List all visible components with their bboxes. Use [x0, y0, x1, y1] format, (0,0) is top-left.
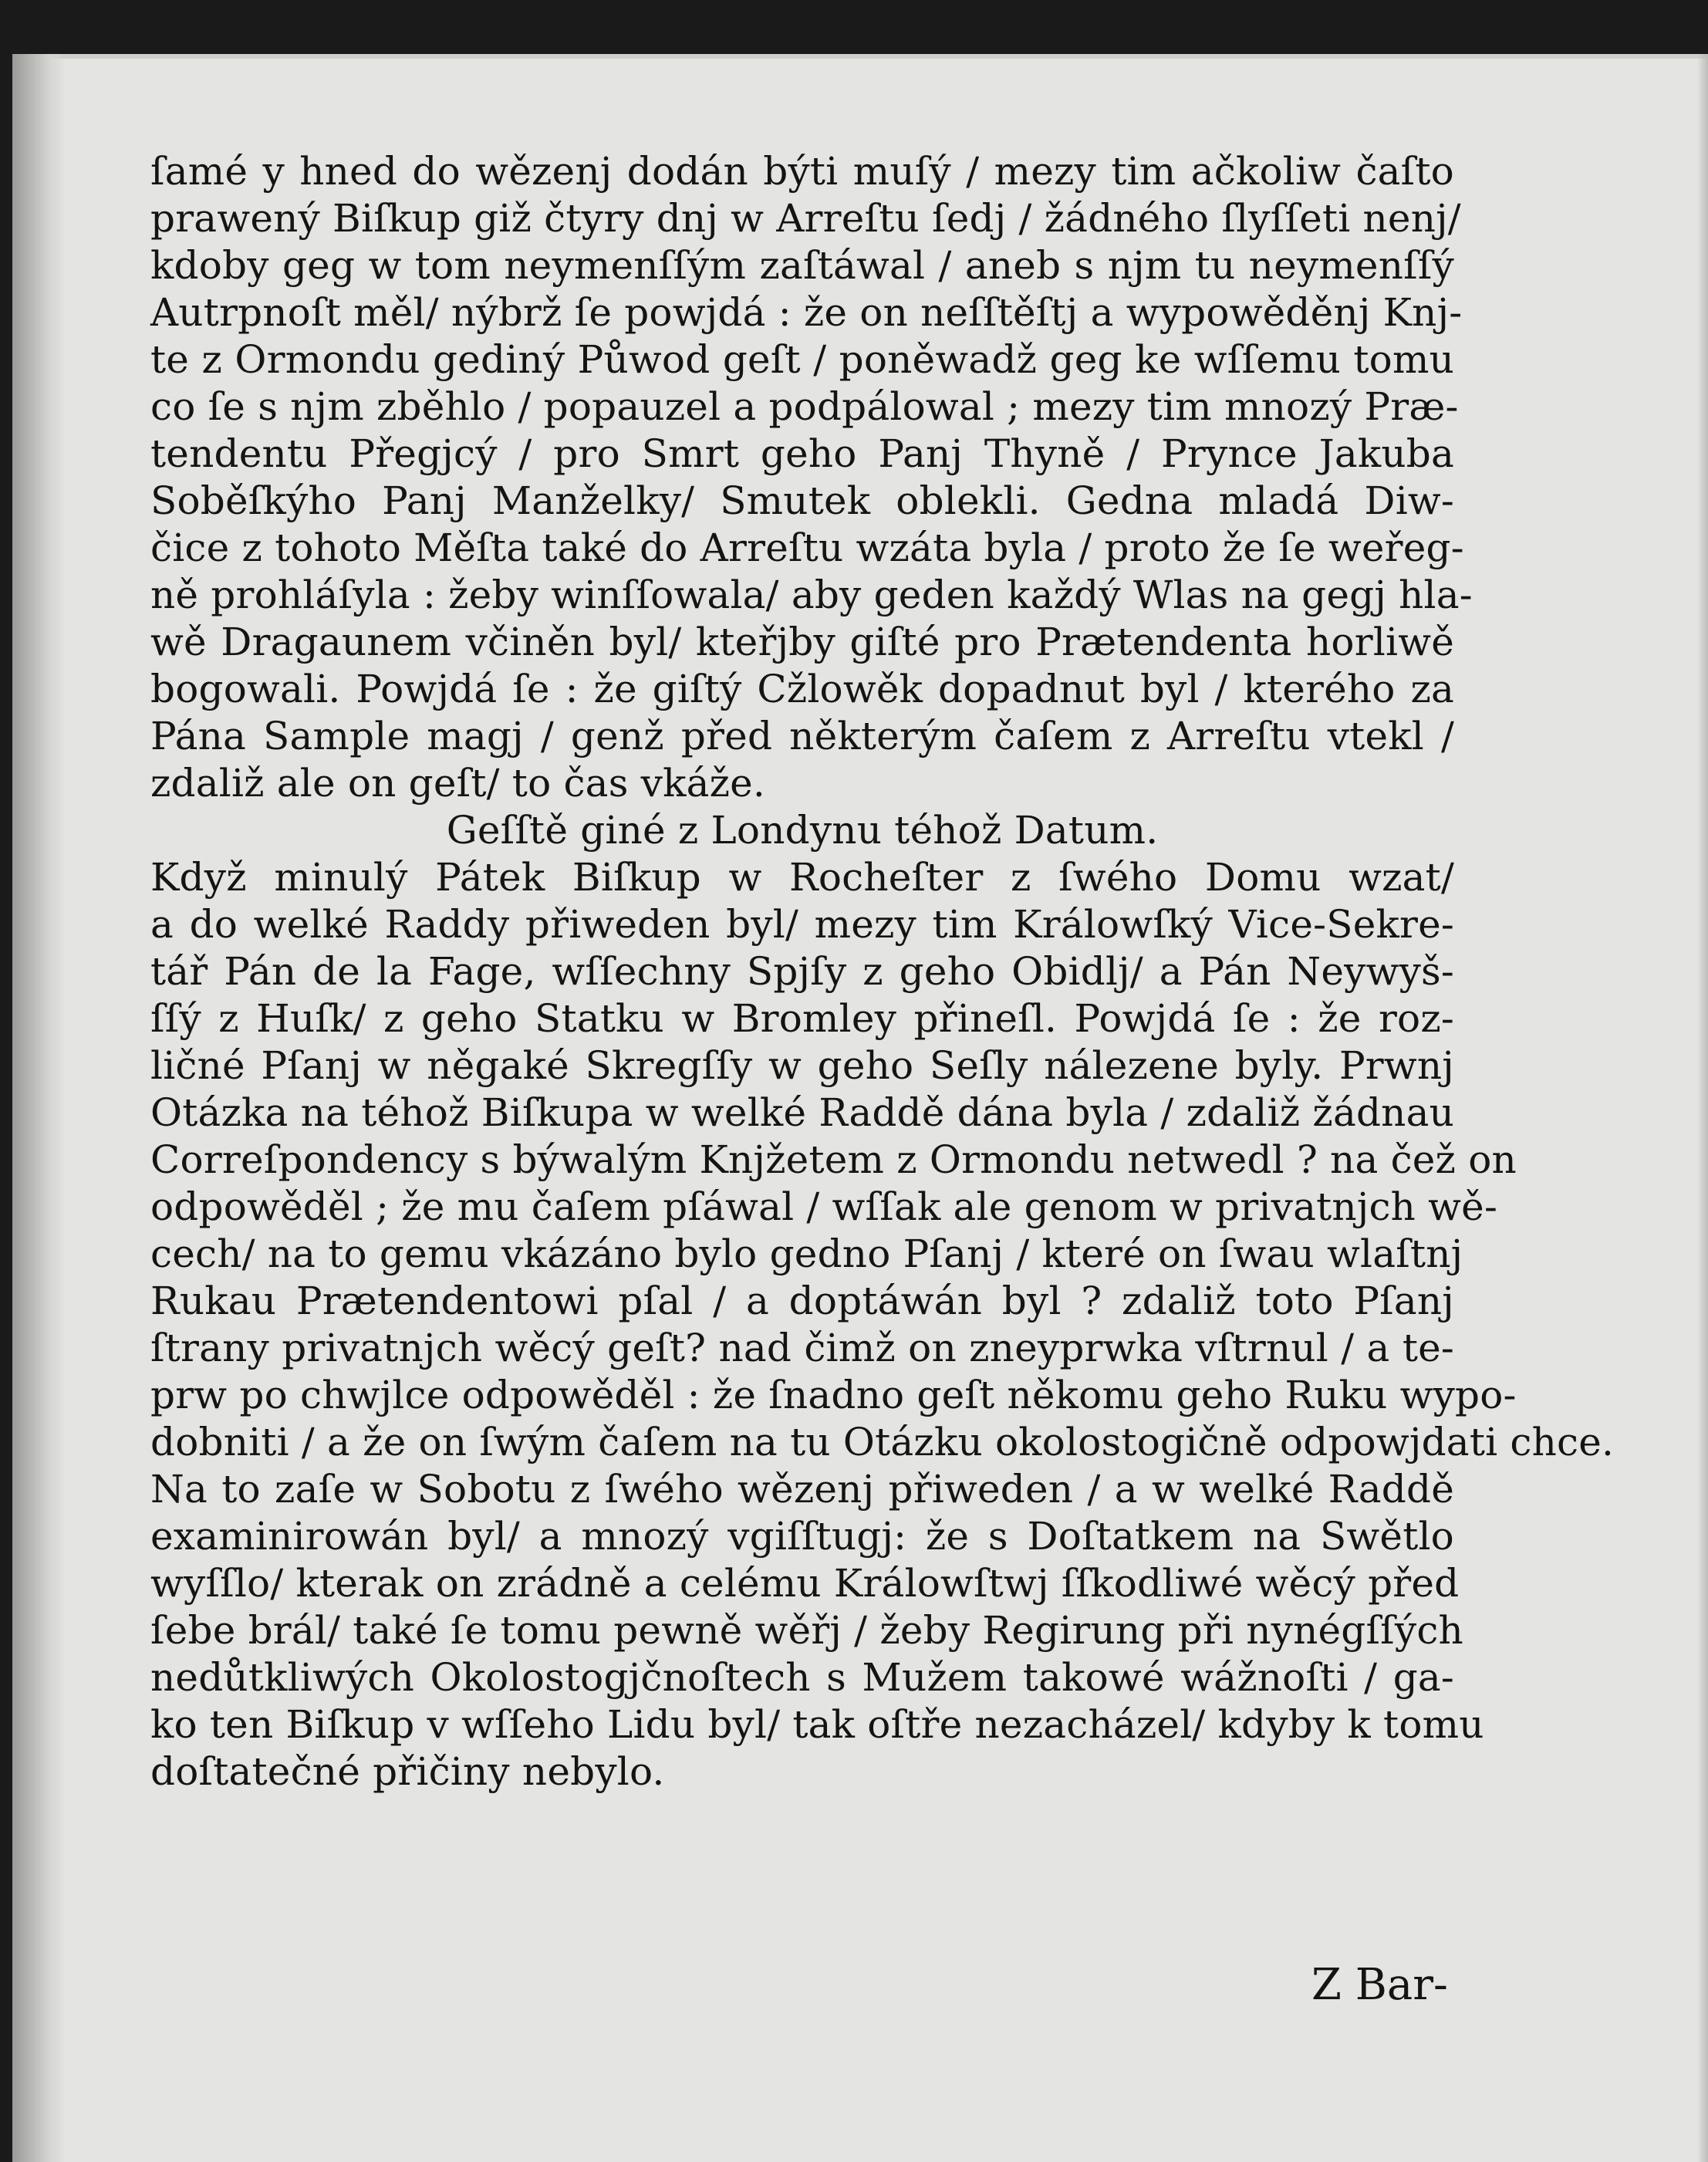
section-heading: Geſſtě giné z Londynu téhož Datum. [446, 808, 1159, 853]
text-line: cech/ na to gemu vkázáno bylo gedno Pſanj / které on ſwau wlaſtnj [150, 1231, 1463, 1276]
text-line: prw po chwjlce odpowěděl : že ſnadno geſt někomu geho Ruku wypo- [150, 1373, 1517, 1417]
text-line: Když minulý Pátek Biſkup w Rocheſter z ſwého Domu wzat/ [150, 855, 1454, 900]
text-line: dobniti / a že on ſwým čaſem na tu Otázku okolostogičně odpowjdati chce. [150, 1420, 1615, 1464]
text-line: a do welké Raddy přiweden byl/ mezy tim Králowſký Vice-Sekre- [150, 902, 1454, 947]
text-line: wě Dragaunem včiněn byl/ kteřjby giſté pro Prætendenta horliwě [150, 620, 1454, 664]
text-line: Correſpondency s býwalým Knjžetem z Ormondu netwedl ? na čež on [150, 1137, 1517, 1182]
text-line: odpowěděl ; že mu čaſem pſáwal / wſſak ale genom w privatnjch wě- [150, 1184, 1498, 1229]
text-line: wyſſlo/ kterak on zrádně a celému Králowſtwj ſſkodliwé wěcý před [150, 1561, 1460, 1606]
text-line: prawený Biſkup giž čtyry dnj w Arreſtu ſedj / žádného ſlyſſeti nenj/ [150, 196, 1461, 241]
text-line: Na to zaſe w Sobotu z ſwého wězenj přiweden / a w welké Raddě [150, 1467, 1454, 1512]
text-line: Autrpnoſt měl/ nýbrž ſe powjdá : že on neſſtěſtj a wypowěděnj Knj- [150, 290, 1463, 335]
text-line: co ſe s njm zběhlo / popauzel a podpálowal ; mezy tim mnozý Præ- [150, 384, 1459, 429]
text-line: nedůtkliwých Okolostogjčnoſtech s Mužem takowé wážnoſti / ga- [150, 1655, 1454, 1700]
text-line: Otázka na téhož Biſkupa w welké Raddě dána byla / zdaliž žádnau [150, 1090, 1454, 1135]
text-line: examinirowán byl/ a mnozý vgiſſtugj: že s Doſtatkem na Swětlo [150, 1514, 1454, 1559]
catchword: Z Bar- [1311, 1960, 1448, 2010]
text-line: Rukau Prætendentowi pſal / a doptáwán byl ? zdaliž toto Pſanj [150, 1279, 1454, 1323]
text-line: ſſý z Huſk/ z geho Statku w Bromley přineſl. Powjdá ſe : že roz- [150, 996, 1454, 1041]
text-line: Soběſkýho Panj Manželky/ Smutek oblekli. Gedna mladá Diw- [150, 478, 1454, 523]
page-right-edge [1697, 54, 1708, 2162]
text-line: doſtatečné přičiny nebylo. [150, 1749, 665, 1794]
text-line: ko ten Biſkup v wſſeho Lidu byl/ tak oſtře nezacházel/ kdyby k tomu [150, 1702, 1484, 1747]
text-line: ně prohláſyla : žeby winſſowala/ aby geden každý Wlas na gegj hla- [150, 573, 1473, 617]
text-line: tář Pán de la Fage, wſſechny Spjſy z geho Obidlj/ a Pán Neywyš- [150, 949, 1454, 994]
text-line: čice z tohoto Měſta také do Arreſtu wzáta byla / proto že ſe weřeg- [150, 525, 1464, 570]
text-line: kdoby geg w tom neymenſſým zaſtáwal / aneb s njm tu neymenſſý [150, 243, 1454, 288]
text-line: tendentu Přegjcý / pro Smrt geho Panj Thyně / Prynce Jakuba [150, 431, 1454, 476]
text-line: ſtrany privatnjch wěcý geſt? nad čimž on zneyprwka vſtrnul / a te- [150, 1326, 1454, 1370]
page-edge [12, 54, 1708, 59]
text-line: zdaliž ale on geſt/ to čas vkáže. [150, 761, 766, 806]
text-line: Pána Sample magj / genž před některým čaſem z Arreſtu vtekl / [150, 714, 1454, 758]
text-line: ſamé y hned do wězenj dodán býti muſý / mezy tim ačkoliw čaſto [150, 149, 1454, 194]
text-line: bogowali. Powjdá ſe : že giſtý Cžlowěk dopadnut byl / kterého za [150, 667, 1454, 711]
binding-shadow [12, 54, 66, 2162]
body-text [150, 148, 1615, 1795]
text-line: ličné Pſanj w něgaké Skregſſy w geho Seſly nálezene byly. Prwnj [150, 1043, 1454, 1088]
text-line: te z Ormondu gediný Půwod geſt / poněwadž geg ke wſſemu tomu [150, 337, 1454, 382]
text-line: ſebe brál/ také ſe tomu pewně wěřj / žeby Regirung při nynégſſých [150, 1608, 1463, 1653]
